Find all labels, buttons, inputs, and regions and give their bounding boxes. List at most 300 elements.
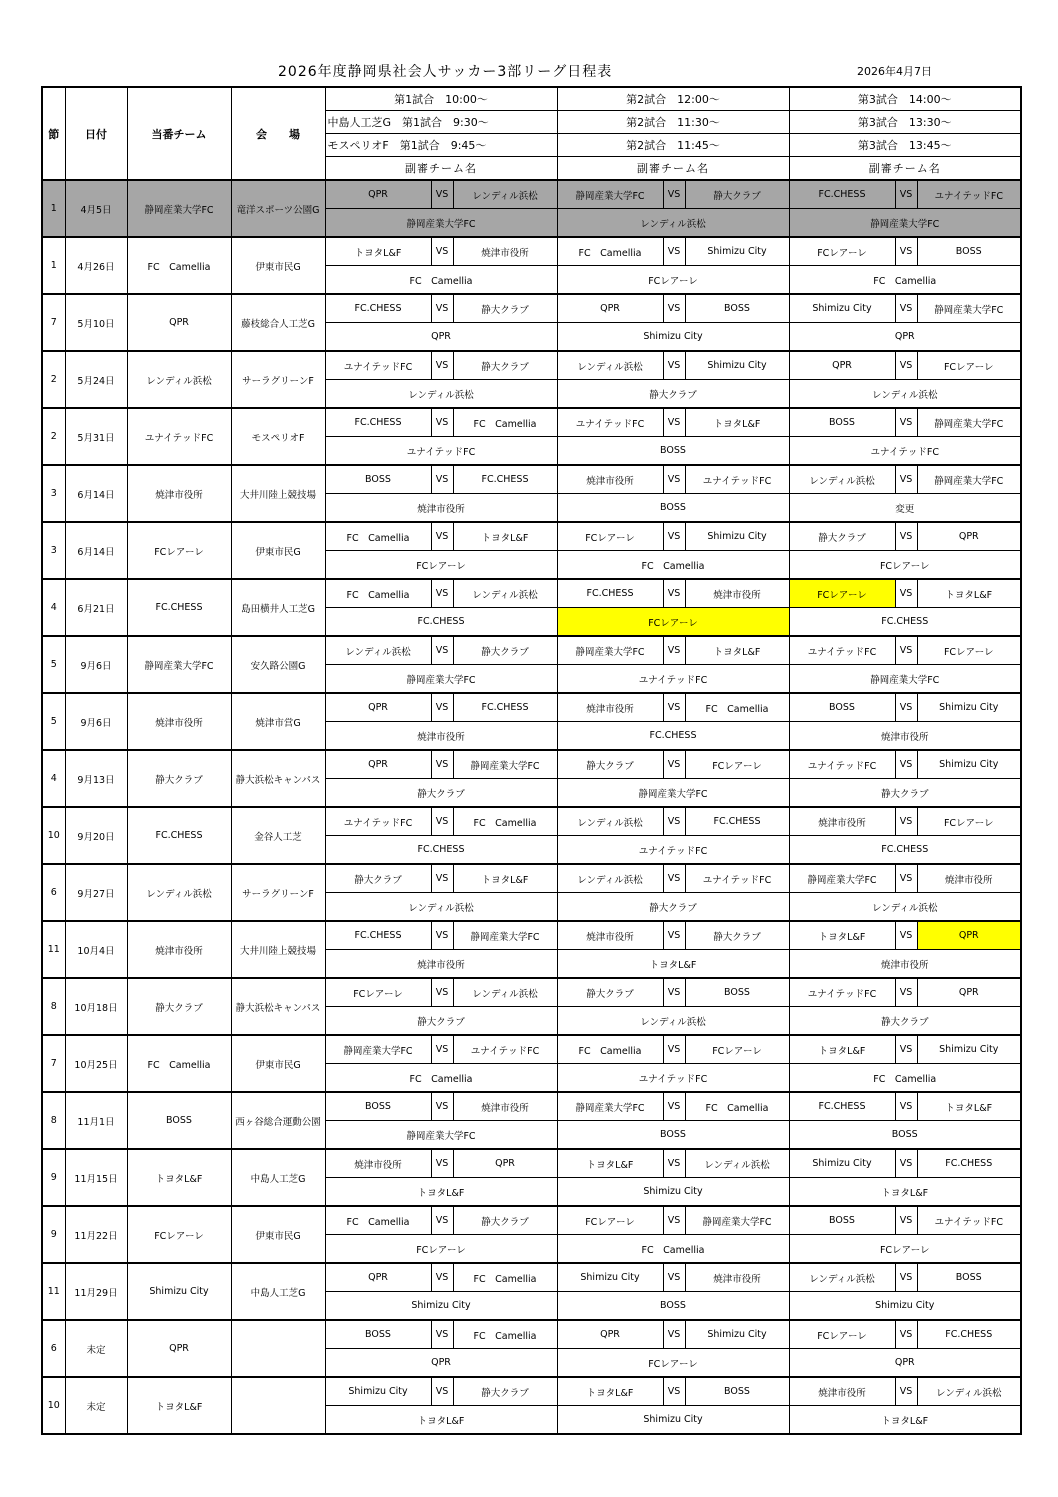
match3-home-team: 焼津市役所 <box>789 1377 895 1406</box>
match3-home-team: 静大クラブ <box>789 522 895 551</box>
match3-away-team: ユナイテッドFC <box>917 1206 1021 1235</box>
match3-away-team: Shimizu City <box>917 693 1021 722</box>
matchday-date: 9月6日 <box>65 693 127 750</box>
matchday-setsu: 2 <box>42 408 65 465</box>
matchday-row <box>42 1263 1021 1292</box>
header-referee-3: 副審チーム名 <box>789 157 1021 181</box>
match2-home-team: FC Camellia <box>557 1035 663 1064</box>
match2-referee-team: BOSS <box>557 1292 789 1321</box>
match1-away-team: FC Camellia <box>453 807 557 836</box>
matchday-date: 4月26日 <box>65 237 127 294</box>
match1-home-team: BOSS <box>325 465 431 494</box>
match3-referee-team: 静大クラブ <box>789 779 1021 808</box>
match2-referee-team: BOSS <box>557 494 789 523</box>
match1-vs-label: VS <box>431 1149 453 1178</box>
match2-referee-team: Shimizu City <box>557 1406 789 1435</box>
match2-away-team: 焼津市役所 <box>685 579 789 608</box>
match2-referee-team: FC Camellia <box>557 551 789 580</box>
matchday-row <box>42 465 1021 494</box>
match1-home-team: FC Camellia <box>325 579 431 608</box>
match2-home-team: FCレアーレ <box>557 522 663 551</box>
match2-referee-team: BOSS <box>557 437 789 466</box>
matchday-setsu: 10 <box>42 807 65 864</box>
match2-vs-label: VS <box>663 1206 685 1235</box>
matchday-duty: 焼津市役所 <box>127 465 231 522</box>
match1-home-team: QPR <box>325 180 431 209</box>
match3-vs-label: VS <box>895 351 917 380</box>
matchday-date: 6月14日 <box>65 465 127 522</box>
matchday-setsu: 9 <box>42 1206 65 1263</box>
match2-away-team: ユナイテッドFC <box>685 864 789 893</box>
header-match1-time: 第1試合 10:00～ <box>325 87 557 111</box>
match1-vs-label: VS <box>431 351 453 380</box>
matchday-row <box>42 978 1021 1007</box>
match2-referee-team: BOSS <box>557 1121 789 1150</box>
matchday-venue: 中島人工芝G <box>231 1263 325 1320</box>
match3-home-team: BOSS <box>789 408 895 437</box>
match3-referee-team: ユナイテッドFC <box>789 437 1021 466</box>
match2-vs-label: VS <box>663 1149 685 1178</box>
header-venue: 会 場 <box>231 87 325 180</box>
matchday-row <box>42 579 1021 608</box>
match1-vs-label: VS <box>431 237 453 266</box>
match2-away-team: Shimizu City <box>685 237 789 266</box>
match3-vs-label: VS <box>895 693 917 722</box>
match3-referee-team: 変更 <box>789 494 1021 523</box>
match3-vs-label: VS <box>895 1206 917 1235</box>
match1-away-team: トヨタL&F <box>453 864 557 893</box>
match2-vs-label: VS <box>663 237 685 266</box>
match1-referee-team: 焼津市役所 <box>325 494 557 523</box>
match3-home-team: ユナイテッドFC <box>789 978 895 1007</box>
matchday-duty: FC.CHESS <box>127 807 231 864</box>
match3-vs-label: VS <box>895 522 917 551</box>
match2-vs-label: VS <box>663 579 685 608</box>
matchday-setsu: 5 <box>42 636 65 693</box>
match3-vs-label: VS <box>895 180 917 209</box>
match3-home-team: FCレアーレ <box>789 1320 895 1349</box>
match1-away-team: 静大クラブ <box>453 294 557 323</box>
match3-home-team: Shimizu City <box>789 1149 895 1178</box>
matchday-row <box>42 864 1021 893</box>
matchday-venue: 静大浜松キャンパス <box>231 750 325 807</box>
match2-vs-label: VS <box>663 180 685 209</box>
matchday-setsu: 8 <box>42 978 65 1035</box>
header-match2-time: 第2試合 12:00～ <box>557 87 789 111</box>
match1-referee-team: 焼津市役所 <box>325 722 557 751</box>
matchday-venue: 伊東市民G <box>231 1035 325 1092</box>
match3-away-team: 焼津市役所 <box>917 864 1021 893</box>
match1-away-team: レンディル浜松 <box>453 978 557 1007</box>
match2-referee-team: 静岡産業大学FC <box>557 779 789 808</box>
match3-referee-team: 静岡産業大学FC <box>789 665 1021 694</box>
matchday-duty: トヨタL&F <box>127 1149 231 1206</box>
match3-away-team: Shimizu City <box>917 750 1021 779</box>
match2-away-team: 静大クラブ <box>685 180 789 209</box>
match1-vs-label: VS <box>431 750 453 779</box>
header-nakajima-match2: 第2試合 11:30～ <box>557 111 789 134</box>
match2-home-team: トヨタL&F <box>557 1377 663 1406</box>
matchday-row <box>42 1206 1021 1235</box>
match1-home-team: 静大クラブ <box>325 864 431 893</box>
match2-vs-label: VS <box>663 864 685 893</box>
match3-vs-label: VS <box>895 1377 917 1406</box>
matchday-row <box>42 237 1021 266</box>
match1-home-team: QPR <box>325 750 431 779</box>
match1-away-team: レンディル浜松 <box>453 180 557 209</box>
match2-home-team: 焼津市役所 <box>557 693 663 722</box>
match2-away-team: Shimizu City <box>685 522 789 551</box>
match1-home-team: トヨタL&F <box>325 237 431 266</box>
matchday-duty: QPR <box>127 1320 231 1377</box>
match1-referee-team: Shimizu City <box>325 1292 557 1321</box>
match2-vs-label: VS <box>663 750 685 779</box>
matchday-duty: トヨタL&F <box>127 1377 231 1434</box>
match3-home-team: QPR <box>789 351 895 380</box>
matchday-duty: FCレアーレ <box>127 522 231 579</box>
matchday-venue: 島田横井人工芝G <box>231 579 325 636</box>
match1-vs-label: VS <box>431 408 453 437</box>
match3-away-team: トヨタL&F <box>917 1092 1021 1121</box>
matchday-duty: 静大クラブ <box>127 750 231 807</box>
match1-home-team: BOSS <box>325 1092 431 1121</box>
matchday-setsu: 1 <box>42 237 65 294</box>
match3-vs-label: VS <box>895 978 917 1007</box>
match2-away-team: Shimizu City <box>685 351 789 380</box>
match3-away-team: FCレアーレ <box>917 807 1021 836</box>
match3-away-team: QPR <box>917 522 1021 551</box>
matchday-duty: FCレアーレ <box>127 1206 231 1263</box>
match2-away-team: トヨタL&F <box>685 408 789 437</box>
match3-vs-label: VS <box>895 237 917 266</box>
matchday-venue: 伊東市民G <box>231 1206 325 1263</box>
match2-home-team: トヨタL&F <box>557 1149 663 1178</box>
match2-away-team: FC.CHESS <box>685 807 789 836</box>
matchday-setsu: 7 <box>42 1035 65 1092</box>
match2-vs-label: VS <box>663 807 685 836</box>
matchday-date: 5月10日 <box>65 294 127 351</box>
match2-away-team: トヨタL&F <box>685 636 789 665</box>
match3-referee-team: 焼津市役所 <box>789 722 1021 751</box>
match2-vs-label: VS <box>663 294 685 323</box>
match2-vs-label: VS <box>663 351 685 380</box>
matchday-duty: レンディル浜松 <box>127 864 231 921</box>
matchday-row <box>42 636 1021 665</box>
match3-away-team: FCレアーレ <box>917 636 1021 665</box>
match1-home-team: FC Camellia <box>325 522 431 551</box>
match2-home-team: 静岡産業大学FC <box>557 180 663 209</box>
matchday-date: 9月27日 <box>65 864 127 921</box>
matchday-venue: 金谷人工芝 <box>231 807 325 864</box>
match3-vs-label: VS <box>895 921 917 950</box>
match1-vs-label: VS <box>431 579 453 608</box>
match2-referee-team: 静大クラブ <box>557 893 789 922</box>
match1-vs-label: VS <box>431 978 453 1007</box>
match2-home-team: QPR <box>557 1320 663 1349</box>
matchday-venue: サーラグリーンF <box>231 864 325 921</box>
match1-home-team: 焼津市役所 <box>325 1149 431 1178</box>
match1-referee-team: QPR <box>325 1349 557 1378</box>
match2-referee-team: レンディル浜松 <box>557 209 789 238</box>
match1-home-team: FC.CHESS <box>325 921 431 950</box>
match3-vs-label: VS <box>895 636 917 665</box>
match2-referee-team: レンディル浜松 <box>557 1007 789 1036</box>
matchday-duty: FC Camellia <box>127 237 231 294</box>
match3-home-team: トヨタL&F <box>789 1035 895 1064</box>
match1-vs-label: VS <box>431 1377 453 1406</box>
match1-away-team: FC Camellia <box>453 408 557 437</box>
match2-referee-team: FC Camellia <box>557 1235 789 1264</box>
matchday-date: 未定 <box>65 1377 127 1434</box>
matchday-setsu: 3 <box>42 465 65 522</box>
match2-home-team: レンディル浜松 <box>557 351 663 380</box>
match2-away-team: FCレアーレ <box>685 750 789 779</box>
match3-vs-label: VS <box>895 1149 917 1178</box>
match1-away-team: QPR <box>453 1149 557 1178</box>
match1-away-team: FC Camellia <box>453 1320 557 1349</box>
match2-home-team: Shimizu City <box>557 1263 663 1292</box>
match2-vs-label: VS <box>663 522 685 551</box>
matchday-setsu: 6 <box>42 1320 65 1377</box>
match1-referee-team: FC Camellia <box>325 266 557 295</box>
match3-home-team: ユナイテッドFC <box>789 636 895 665</box>
match1-referee-team: ユナイテッドFC <box>325 437 557 466</box>
match1-vs-label: VS <box>431 1263 453 1292</box>
page-title: 2026年度静岡県社会人サッカー3部リーグ日程表 <box>278 64 613 80</box>
matchday-setsu: 3 <box>42 522 65 579</box>
match2-vs-label: VS <box>663 636 685 665</box>
match2-home-team: QPR <box>557 294 663 323</box>
match3-vs-label: VS <box>895 465 917 494</box>
match2-home-team: 静岡産業大学FC <box>557 636 663 665</box>
header-match3-time: 第3試合 14:00～ <box>789 87 1021 111</box>
match3-home-team: FC.CHESS <box>789 180 895 209</box>
match1-vs-label: VS <box>431 807 453 836</box>
match1-away-team: 焼津市役所 <box>453 237 557 266</box>
match3-home-team: 焼津市役所 <box>789 807 895 836</box>
match3-away-team: FCレアーレ <box>917 351 1021 380</box>
matchday-date: 未定 <box>65 1320 127 1377</box>
match3-away-team: FC.CHESS <box>917 1149 1021 1178</box>
match2-referee-team: Shimizu City <box>557 323 789 352</box>
match3-home-team: トヨタL&F <box>789 921 895 950</box>
matchday-row <box>42 693 1021 722</box>
matchday-date: 5月31日 <box>65 408 127 465</box>
matchday-setsu: 2 <box>42 351 65 408</box>
match2-away-team: FC Camellia <box>685 1092 789 1121</box>
match2-vs-label: VS <box>663 693 685 722</box>
match1-home-team: ユナイテッドFC <box>325 351 431 380</box>
match1-referee-team: 静岡産業大学FC <box>325 1121 557 1150</box>
match3-home-team: レンディル浜松 <box>789 1263 895 1292</box>
matchday-venue: 焼津市営G <box>231 693 325 750</box>
header-nakajima-match1: 中島人工芝G 第1試合 9:30～ <box>325 111 557 134</box>
matchday-venue: 伊東市民G <box>231 237 325 294</box>
match1-referee-team: トヨタL&F <box>325 1178 557 1207</box>
match2-away-team: FCレアーレ <box>685 1035 789 1064</box>
match3-away-team: トヨタL&F <box>917 579 1021 608</box>
match3-away-team: 静岡産業大学FC <box>917 294 1021 323</box>
matchday-duty: 焼津市役所 <box>127 693 231 750</box>
match2-away-team: 静岡産業大学FC <box>685 1206 789 1235</box>
match3-home-team: レンディル浜松 <box>789 465 895 494</box>
header-duty-team: 当番チーム <box>127 87 231 180</box>
match3-referee-team: FC.CHESS <box>789 836 1021 865</box>
matchday-date: 5月24日 <box>65 351 127 408</box>
matchday-duty: 静大クラブ <box>127 978 231 1035</box>
match1-referee-team: FCレアーレ <box>325 551 557 580</box>
matchday-duty: QPR <box>127 294 231 351</box>
match1-away-team: FC Camellia <box>453 1263 557 1292</box>
matchday-duty: FC Camellia <box>127 1035 231 1092</box>
matchday-date: 11月1日 <box>65 1092 127 1149</box>
match2-vs-label: VS <box>663 465 685 494</box>
matchday-row <box>42 351 1021 380</box>
matchday-duty: ユナイテッドFC <box>127 408 231 465</box>
match1-vs-label: VS <box>431 294 453 323</box>
match1-vs-label: VS <box>431 693 453 722</box>
header-mosperio-match2: 第2試合 11:45～ <box>557 134 789 157</box>
match2-away-team: ユナイテッドFC <box>685 465 789 494</box>
matchday-setsu: 7 <box>42 294 65 351</box>
match1-home-team: レンディル浜松 <box>325 636 431 665</box>
matchday-date: 10月25日 <box>65 1035 127 1092</box>
matchday-setsu: 1 <box>42 180 65 237</box>
header-referee-2: 副審チーム名 <box>557 157 789 181</box>
header-date: 日付 <box>65 87 127 180</box>
match1-home-team: QPR <box>325 693 431 722</box>
match2-away-team: Shimizu City <box>685 1320 789 1349</box>
match3-away-team: レンディル浜松 <box>917 1377 1021 1406</box>
match1-referee-team: トヨタL&F <box>325 1406 557 1435</box>
match3-referee-team: レンディル浜松 <box>789 893 1021 922</box>
match3-vs-label: VS <box>895 1263 917 1292</box>
matchday-venue: 竜洋スポーツ公園G <box>231 180 325 237</box>
match2-vs-label: VS <box>663 1377 685 1406</box>
match2-referee-team: FCレアーレ <box>557 608 789 637</box>
match2-vs-label: VS <box>663 978 685 1007</box>
match2-vs-label: VS <box>663 1092 685 1121</box>
match1-away-team: 焼津市役所 <box>453 1092 557 1121</box>
header-mosperio-match3: 第3試合 13:45～ <box>789 134 1021 157</box>
match3-referee-team: レンディル浜松 <box>789 380 1021 409</box>
matchday-duty: 静岡産業大学FC <box>127 180 231 237</box>
header-nakajima-match3: 第3試合 13:30～ <box>789 111 1021 134</box>
match2-home-team: 焼津市役所 <box>557 921 663 950</box>
matchday-venue: 西ヶ谷総合運動公園 <box>231 1092 325 1149</box>
matchday-setsu: 4 <box>42 579 65 636</box>
match1-vs-label: VS <box>431 1206 453 1235</box>
match3-referee-team: FC Camellia <box>789 266 1021 295</box>
match2-referee-team: FC.CHESS <box>557 722 789 751</box>
match2-away-team: 焼津市役所 <box>685 1263 789 1292</box>
match3-vs-label: VS <box>895 408 917 437</box>
matchday-row <box>42 1035 1021 1064</box>
matchday-venue: サーラグリーンF <box>231 351 325 408</box>
match3-home-team: FC.CHESS <box>789 1092 895 1121</box>
match3-away-team: QPR <box>917 978 1021 1007</box>
matchday-date: 6月21日 <box>65 579 127 636</box>
match1-vs-label: VS <box>431 921 453 950</box>
match2-away-team: FC Camellia <box>685 693 789 722</box>
match3-vs-label: VS <box>895 1092 917 1121</box>
matchday-setsu: 9 <box>42 1149 65 1206</box>
match2-referee-team: ユナイテッドFC <box>557 836 789 865</box>
matchday-date: 10月18日 <box>65 978 127 1035</box>
match3-vs-label: VS <box>895 1320 917 1349</box>
match1-referee-team: レンディル浜松 <box>325 380 557 409</box>
matchday-row <box>42 1320 1021 1349</box>
match3-home-team: BOSS <box>789 693 895 722</box>
matchday-row <box>42 807 1021 836</box>
matchday-row <box>42 294 1021 323</box>
match1-away-team: 静大クラブ <box>453 636 557 665</box>
match3-vs-label: VS <box>895 294 917 323</box>
matchday-venue <box>231 1320 325 1377</box>
match2-referee-team: Shimizu City <box>557 1178 789 1207</box>
match3-referee-team: FCレアーレ <box>789 551 1021 580</box>
match3-referee-team: 静岡産業大学FC <box>789 209 1021 238</box>
match3-home-team: BOSS <box>789 1206 895 1235</box>
matchday-venue: 藤枝総合人工芝G <box>231 294 325 351</box>
match2-home-team: 静大クラブ <box>557 978 663 1007</box>
match1-home-team: QPR <box>325 1263 431 1292</box>
match3-home-team: ユナイテッドFC <box>789 750 895 779</box>
match3-referee-team: FCレアーレ <box>789 1235 1021 1264</box>
match3-referee-team: QPR <box>789 1349 1021 1378</box>
match3-vs-label: VS <box>895 750 917 779</box>
match2-away-team: レンディル浜松 <box>685 1149 789 1178</box>
matchday-date: 11月15日 <box>65 1149 127 1206</box>
match1-referee-team: FC.CHESS <box>325 608 557 637</box>
match3-home-team: Shimizu City <box>789 294 895 323</box>
match3-vs-label: VS <box>895 579 917 608</box>
match3-away-team: 静岡産業大学FC <box>917 408 1021 437</box>
matchday-date: 9月20日 <box>65 807 127 864</box>
match1-away-team: ユナイテッドFC <box>453 1035 557 1064</box>
match2-referee-team: ユナイテッドFC <box>557 1064 789 1093</box>
matchday-date: 6月14日 <box>65 522 127 579</box>
match1-referee-team: 静大クラブ <box>325 1007 557 1036</box>
match1-vs-label: VS <box>431 1092 453 1121</box>
match3-referee-team: QPR <box>789 323 1021 352</box>
match3-referee-team: FC Camellia <box>789 1064 1021 1093</box>
matchday-setsu: 5 <box>42 693 65 750</box>
match3-vs-label: VS <box>895 864 917 893</box>
match2-home-team: 静岡産業大学FC <box>557 1092 663 1121</box>
match2-home-team: レンディル浜松 <box>557 807 663 836</box>
matchday-venue <box>231 1377 325 1434</box>
matchday-row <box>42 1377 1021 1406</box>
matchday-venue: 静大浜松キャンパス <box>231 978 325 1035</box>
matchday-date: 11月29日 <box>65 1263 127 1320</box>
match1-vs-label: VS <box>431 465 453 494</box>
matchday-date: 10月4日 <box>65 921 127 978</box>
match1-home-team: FC.CHESS <box>325 408 431 437</box>
matchday-setsu: 11 <box>42 1263 65 1320</box>
matchday-duty: レンディル浜松 <box>127 351 231 408</box>
matchday-venue: 大井川陸上競技場 <box>231 465 325 522</box>
matchday-date: 4月5日 <box>65 180 127 237</box>
match2-away-team: BOSS <box>685 978 789 1007</box>
match3-referee-team: Shimizu City <box>789 1292 1021 1321</box>
match2-vs-label: VS <box>663 921 685 950</box>
match2-vs-label: VS <box>663 408 685 437</box>
match3-away-team: BOSS <box>917 237 1021 266</box>
match2-vs-label: VS <box>663 1263 685 1292</box>
match1-home-team: FCレアーレ <box>325 978 431 1007</box>
issue-date: 2026年4月7日 <box>857 65 932 78</box>
